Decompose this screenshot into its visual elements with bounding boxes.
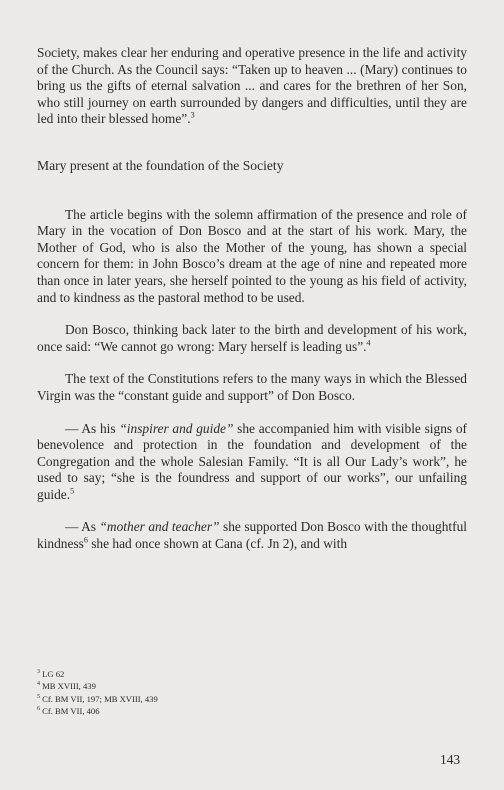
quote-inspirer-guide: “inspirer and guide”: [119, 420, 234, 436]
paragraph-2: The article begins with the solemn affirmation of the presence and role of Mary in the vocation of Don Bosco and at the start of his work. Mary, the Mother of God, who is also the Mother of the young, has shown a special concern for them: in John Bosco’s dream at the age of nine and repeated more than once in later years, she herself pointed to the young as his field of activity, and to kindness as the pastoral method to be used.: [37, 206, 467, 305]
body-text: [37, 45, 467, 553]
footnote-ref-6: 6: [83, 535, 88, 545]
footnote-5: $^5$ Cf. BM VII, 197; MB XVIII, 439: [37, 693, 158, 704]
footnotes: [37, 668, 337, 718]
paragraph-5: — As his “inspirer and guide” she accompanied him with visible signs of benevolence and protection in the foundation and development of the Congregation and the whole Salesian Family. “It is all Our Lady’s work”, he used to say; “she is the foundress and support of our works”, our unfailing guide.$^5$: [37, 420, 467, 502]
paragraph-1: Society, makes clear her enduring and operative presence in the life and activity of the Church. As the Council says: “Taken up to heaven ... (Mary) continues to bring us the gifts of eternal salvation ... and cares for the brethren of her Son, who still journey on earth surrounded by dangers and difficulties, until they are led into their blessed home”.$^3$: [37, 45, 467, 127]
section-heading: Mary present at the foundation of the Society: [37, 157, 284, 173]
footnote-ref-3: 3: [190, 110, 195, 120]
page-number: 143: [440, 752, 461, 767]
paragraph-6: — As “mother and teacher” she supported Don Bosco with the thoughtful kindness$^6$ she had once shown at Cana (cf. Jn 2), and with: [37, 519, 467, 552]
footnote-ref-4: 4: [366, 338, 371, 348]
footnote-6: $^6$ Cf. BM VII, 406: [37, 706, 100, 717]
footnote-4: $^4$ MB XVIII, 439: [37, 681, 96, 692]
footnote-3: $^3$ LG 62: [37, 669, 65, 679]
quote-mother-teacher: “mother and teacher”: [99, 519, 220, 535]
paragraph-4: The text of the Constitutions refers to the many ways in which the Blessed Virgin was the “constant guide and support” of Don Bosco.: [37, 371, 467, 403]
paragraph-3: Don Bosco, thinking back later to the birth and development of his work, once said: “We cannot go wrong: Mary herself is leading us”.$^4$: [37, 322, 467, 354]
footnote-ref-5: 5: [70, 486, 75, 496]
